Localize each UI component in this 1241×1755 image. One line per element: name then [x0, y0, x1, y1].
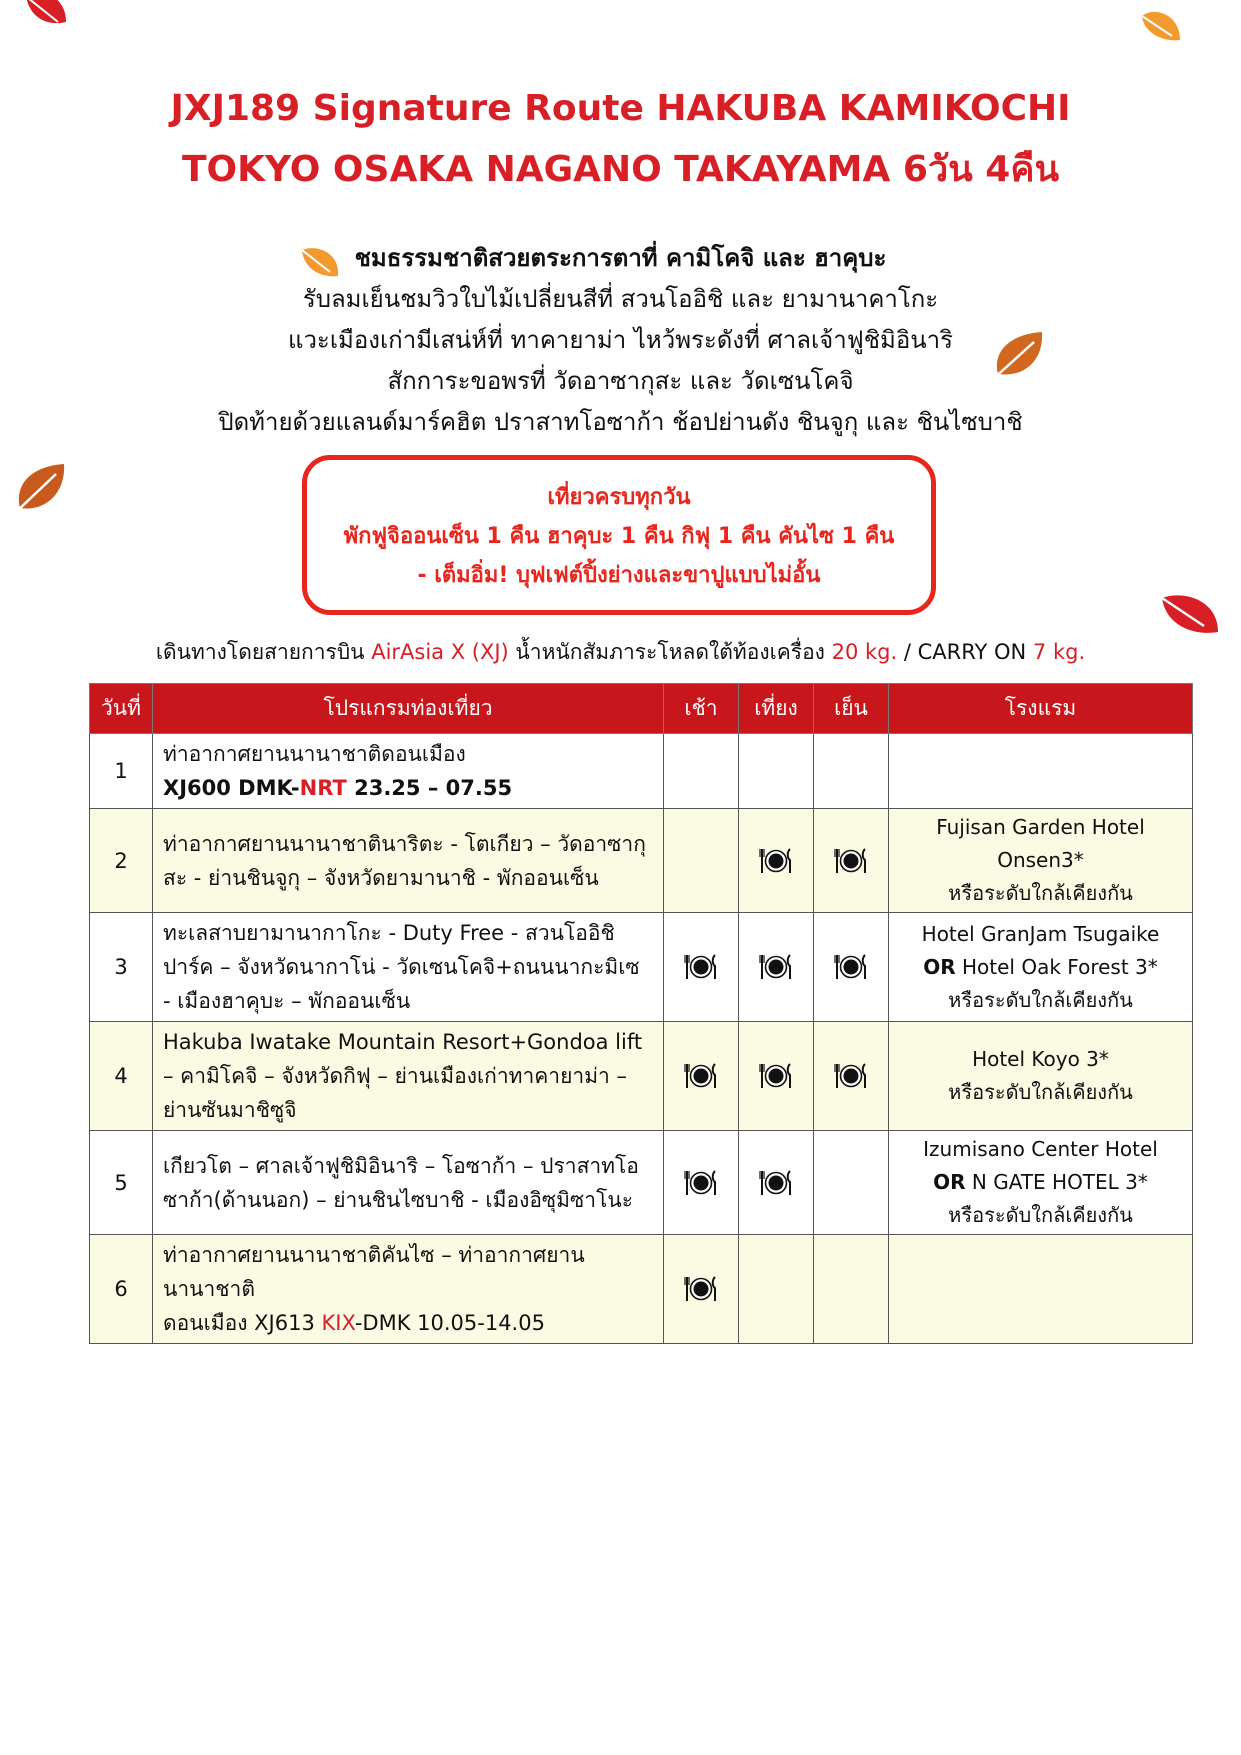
table-row	[90, 1022, 1193, 1131]
flight-number: XJ600 DMK-	[163, 776, 300, 800]
program-text: ท่าอากาศยานนานาชาติดอนเมือง	[163, 742, 466, 766]
page-title	[0, 78, 1241, 200]
hotel-line: OR Hotel Oak Forest 3*	[923, 954, 1158, 979]
flight-info	[0, 636, 1241, 669]
meal-breakfast	[664, 809, 739, 913]
meal-icon	[684, 1276, 718, 1300]
promo-line: - เต็มอิ่ม! บุฟเฟต์ปิ้งย่างและขาปูแบบไม่อั้น	[417, 563, 821, 588]
day-number: 3	[90, 913, 153, 1022]
meal-icon	[684, 954, 718, 978]
promo-line: เที่ยวครบทุกวัน	[547, 485, 691, 510]
day-number: 4	[90, 1022, 153, 1131]
leaf-icon	[1138, 8, 1184, 44]
header-day: วันที่	[90, 684, 153, 734]
hotel-line: หรือระดับใกล้เคียงกัน	[948, 1080, 1133, 1104]
meal-icon	[834, 954, 868, 978]
highlight-item: รับลมเย็นชมวิวใบไม้เปลี่ยนสีที่ สวนโออิชิ และ ยามานาคาโกะ	[302, 285, 939, 313]
meal-dinner	[814, 809, 889, 913]
hotel-cell	[889, 913, 1193, 1022]
highlight-item: ชมธรรมชาติสวยตระการตาที่ คามิโคจิ และ ฮาคุบะ	[354, 244, 887, 272]
hotel-line: หรือระดับใกล้เคียงกัน	[948, 987, 1133, 1012]
hotel-cell	[889, 734, 1193, 809]
header-hotel: โรงแรม	[889, 684, 1193, 734]
hotel-line: OR N GATE HOTEL 3*	[933, 1170, 1148, 1194]
carry-on-weight: 7 kg.	[1032, 640, 1086, 664]
meal-icon	[759, 1063, 793, 1087]
flight-line	[163, 1306, 653, 1340]
title-line-1: JXJ189 Signature Route HAKUBA KAMIKOCHI	[170, 88, 1071, 129]
program-text: ท่าอากาศยานนานาชาตินาริตะ - โตเกียว – วัดอาซากุสะ - ย่านชินจูกุ – จังหวัดยามานาชิ - พักออนเซ็น	[153, 809, 664, 913]
flight-baggage-text: น้ำหนักสัมภาระโหลดใต้ท้องเครื่อง	[508, 640, 832, 664]
flight-line	[163, 771, 653, 805]
hotel-line: Hotel GranJam Tsugaike	[921, 921, 1160, 946]
meal-breakfast	[664, 913, 739, 1022]
program-text: Hakuba Iwatake Mountain Resort+Gondoa lift – คามิโคจิ – จังหวัดกิฟุ – ย่านเมืองเก่าทาคายาม่า – ย่านซันมาชิซูจิ	[153, 1022, 664, 1131]
header-lunch: เที่ยง	[739, 684, 814, 734]
table-header-row	[90, 684, 1193, 734]
flight-time: -DMK 10.05-14.05	[354, 1311, 545, 1335]
checked-baggage: 20 kg.	[831, 640, 898, 664]
table-row	[90, 913, 1193, 1022]
promo-line: พักฟูจิออนเซ็น 1 คืน ฮาคุบะ 1 คืน กิฟุ 1 คืน คันไซ 1 คืน	[343, 524, 895, 549]
highlight-item: แวะเมืองเก่ามีเสน่ห์ที่ ทาคายาม่า ไหว้พระดังที่ ศาลเจ้าฟูชิมิอินาริ	[287, 326, 953, 354]
meal-lunch	[739, 1235, 814, 1344]
meal-lunch	[739, 809, 814, 913]
meal-icon	[834, 1063, 868, 1087]
hotel-cell	[889, 1131, 1193, 1235]
meal-breakfast	[664, 1022, 739, 1131]
hotel-line: หรือระดับใกล้เคียงกัน	[948, 1203, 1133, 1227]
leaf-icon	[12, 462, 68, 516]
meal-icon	[759, 848, 793, 872]
carry-on-label: / CARRY ON	[897, 640, 1033, 664]
airport-code: KIX	[321, 1311, 355, 1335]
day-number: 2	[90, 809, 153, 913]
meal-dinner	[814, 1235, 889, 1344]
program-cell	[153, 1235, 664, 1344]
hotel-cell	[889, 809, 1193, 913]
hotel-line: Hotel Koyo 3*	[972, 1047, 1109, 1071]
meal-icon	[759, 954, 793, 978]
day-number: 6	[90, 1235, 153, 1344]
table-row	[90, 1235, 1193, 1344]
day-number: 5	[90, 1131, 153, 1235]
promo-box	[302, 455, 936, 615]
meal-breakfast	[664, 1235, 739, 1344]
flight-time: 23.25 – 07.55	[346, 776, 513, 800]
program-text: ทะเลสาบยามานากาโกะ - Duty Free - สวนโออิชิปาร์ค – จังหวัดนากาโน่ - วัดเซนโคจิ+ถนนนากะมิเซ - เมืองฮาคุบะ – พักออนเซ็น	[153, 913, 664, 1022]
meal-dinner	[814, 734, 889, 809]
meal-lunch	[739, 1131, 814, 1235]
header-program: โปรแกรมท่องเที่ยว	[153, 684, 664, 734]
leaf-icon	[22, 0, 70, 32]
hotel-line: Fujisan Garden Hotel Onsen3*	[936, 815, 1145, 872]
airline-name: AirAsia X (XJ)	[371, 640, 509, 664]
meal-dinner	[814, 913, 889, 1022]
meal-dinner	[814, 1131, 889, 1235]
table-row	[90, 1131, 1193, 1235]
meal-dinner	[814, 1022, 889, 1131]
header-dinner: เย็น	[814, 684, 889, 734]
meal-lunch	[739, 913, 814, 1022]
itinerary-table	[89, 683, 1193, 1344]
program-cell	[153, 734, 664, 809]
meal-icon	[834, 848, 868, 872]
meal-icon	[684, 1170, 718, 1194]
meal-breakfast	[664, 734, 739, 809]
meal-lunch	[739, 1022, 814, 1131]
program-text: เกียวโต – ศาลเจ้าฟูชิมิอินาริ – โอซาก้า – ปราสาทโอซาก้า(ด้านนอก) – ย่านชินไซบาชิ - เมืองอิซุมิซาโนะ	[153, 1131, 664, 1235]
meal-lunch	[739, 734, 814, 809]
table-row	[90, 734, 1193, 809]
title-line-2: TOKYO OSAKA NAGANO TAKAYAMA 6วัน 4คืน	[181, 149, 1060, 190]
meal-icon	[759, 1170, 793, 1194]
flight-number: ดอนเมือง XJ613	[163, 1311, 322, 1335]
hotel-cell	[889, 1235, 1193, 1344]
airport-code: NRT	[299, 776, 347, 800]
table-row	[90, 809, 1193, 913]
hotel-line: Izumisano Center Hotel	[923, 1137, 1158, 1161]
leaf-icon	[1160, 592, 1222, 640]
meal-icon	[684, 1063, 718, 1087]
flight-prefix: เดินทางโดยสายการบิน	[155, 640, 372, 664]
highlight-item: สักการะขอพรที่ วัดอาซากุสะ และ วัดเซนโคจิ	[387, 367, 854, 395]
header-breakfast: เช้า	[664, 684, 739, 734]
hotel-cell	[889, 1022, 1193, 1131]
day-number: 1	[90, 734, 153, 809]
highlight-item: ปิดท้ายด้วยแลนด์มาร์คฮิต ปราสาทโอซาก้า ช้อปย่านดัง ชินจูกุ และ ชินไซบาชิ	[218, 408, 1023, 436]
program-text: ท่าอากาศยานนานาชาติคันไซ – ท่าอากาศยานนานาชาติ	[163, 1243, 585, 1301]
hotel-line: หรือระดับใกล้เคียงกัน	[948, 881, 1133, 905]
highlights-list	[0, 238, 1241, 443]
meal-breakfast	[664, 1131, 739, 1235]
